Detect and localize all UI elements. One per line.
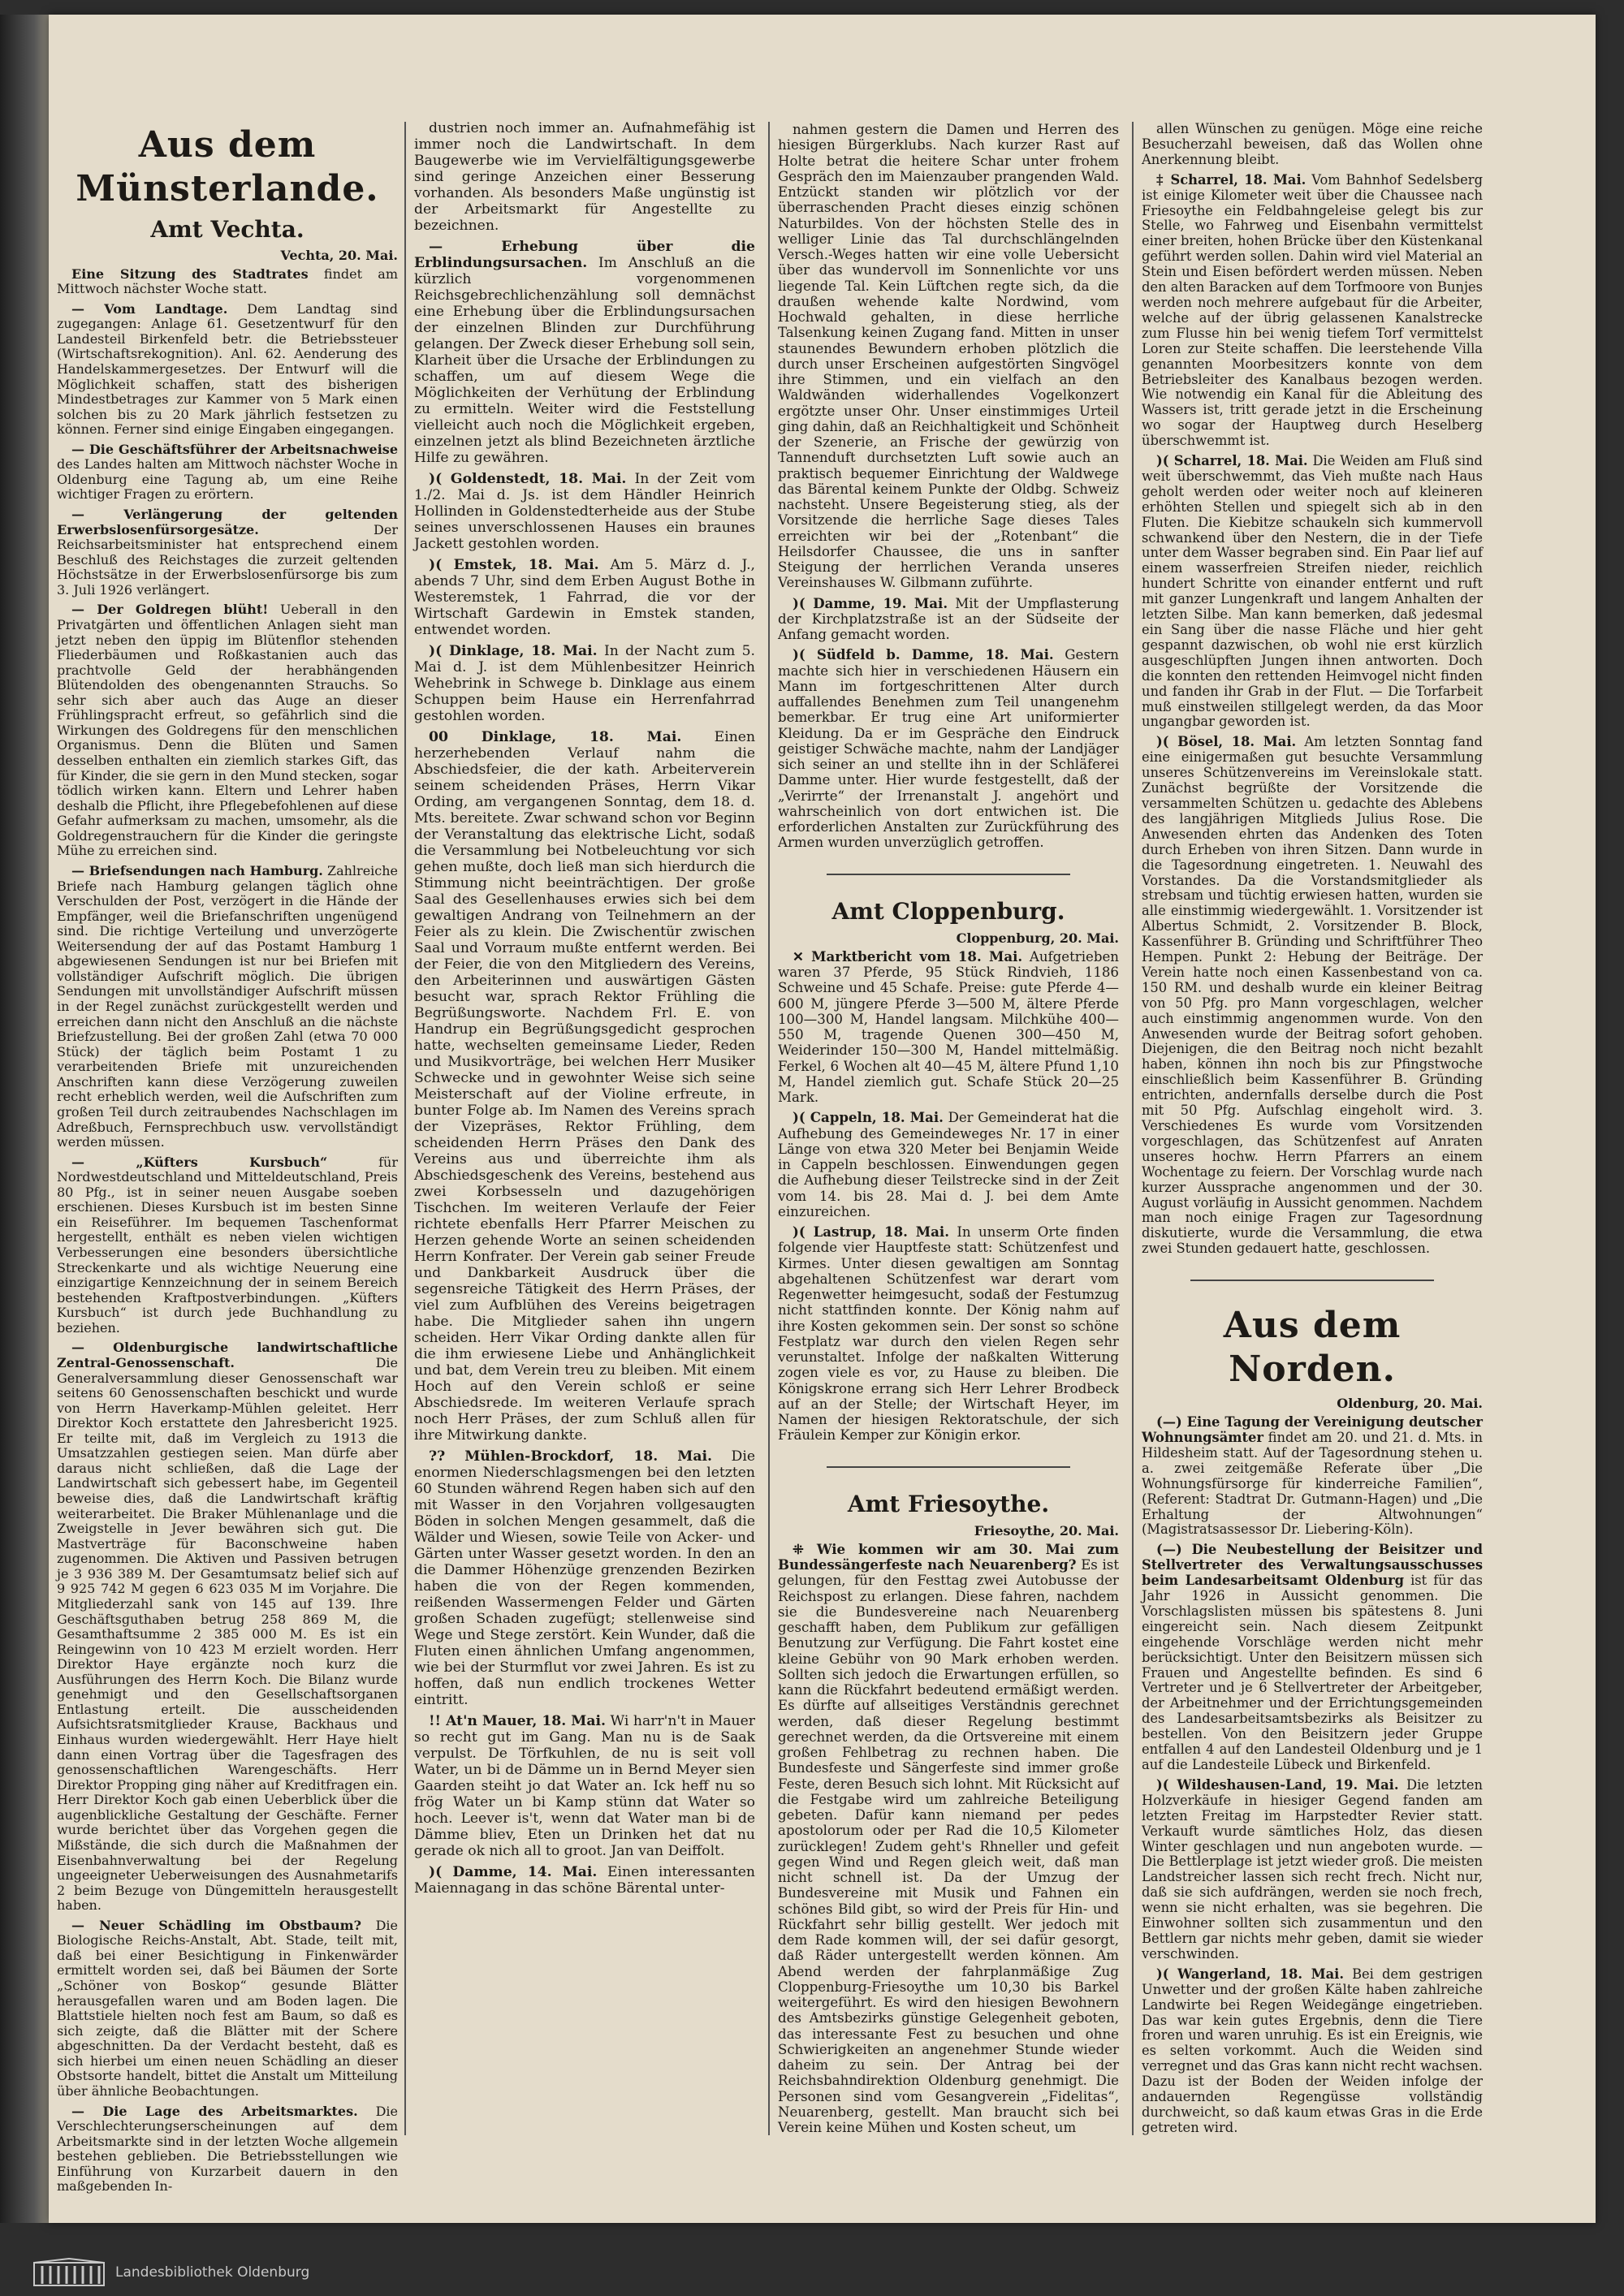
article-lead: Eine Sitzung des Stadtrates: [71, 265, 309, 282]
article-lead: — Verlängerung der geltenden Erwerbslosenfürsorgesätze.: [57, 507, 398, 537]
article-lead: )( Bösel, 18. Mai.: [1156, 734, 1297, 750]
footer-bar: [0, 2249, 1624, 2296]
article-list: [414, 120, 755, 1897]
section-rule: [827, 1466, 1070, 1468]
article-lead: — Die Lage des Arbeitsmarktes.: [71, 2103, 358, 2119]
column-divider: [404, 122, 406, 2135]
article-paragraph: [414, 1713, 755, 1859]
article-text: Dem Landtag sind zugegangen: Anlage 61. Gesetzentwurf für den Landesteil Birkenfeld betr. die Betriebssteuer (Wirtschaftsrekognition). Anl. 62. Aenderung des Handelskammergesetzes. Der Entwurf will die Möglichkeit schaffen, statt des bisherigen Mindestbetrages zur Kammer von 5 Mark einen solchen bis zu 20 Mark jährlich festsetzen zu können. Ferner sind einige Eingaben eingegangen.: [57, 300, 399, 438]
article-paragraph: [57, 1918, 398, 2100]
article-lead: ⁜ Wie kommen wir am 30. Mai zum Bundessängerfeste nach Neuarenberg?: [778, 1540, 1119, 1573]
article-lead: )( Wangerland, 18. Mai.: [1156, 1966, 1345, 1982]
article-text: In unserm Orte finden folgende vier Hauptfeste statt: Schützenfest und Kirmes. Unter diesen gewaltigen am Sonntag abgehaltenen Schützenfest war derart vom Regenwetter heimgesucht, sodaß der Festumzug nicht stattfinden konnte. Der König nahm auf ihre Kosten gekommen sein. Der sonst so schöne Festplatz war durch den vielen Regen sehr verunstaltet. Infolge der naßkalten Witterung zogen viele es vor, zu Hause zu bleiben. Die Königskrone errang sich Herr Lehrer Brodbeck auf an der Stelle; der Wirtschaft Heyer, im Namen der hiesigen Rektoratschule, der sich Fräulein Kemper zur Königin erkor.: [778, 1224, 1120, 1444]
section-rule: [1190, 1280, 1434, 1281]
article-text: Die Verschlechterungserscheinungen auf dem Arbeitsmarkte sind in der letzten Woche allgemein bestehen geblieben. Die Betriebsstellungen wie Einführung von Kurzarbeit dauern in den maßgebenden In-: [57, 2103, 398, 2195]
column-4: [1142, 122, 1483, 2141]
article-lead: )( Emstek, 18. Mai.: [429, 557, 599, 573]
article-paragraph: [57, 442, 398, 503]
article-text: Gestern machte sich hier in verschiedenen Häusern ein Mann im fortgeschrittenen Alter durch auffallendes Benehmen zum Teil unangenehm bemerkbar. Er trug eine Art uniformierter Kleidung. Da er im Gespräche den Eindruck geistiger Schwäche machte, nahm der Landjäger sich seiner an und stellte ihn in der Schläferei Damme unter. Hier wurde festgestellt, daß der „Verirrte“ der Irrenanstalt J. angehört und wahrscheinlich von dort entwichen ist. Die erforderlichen Anstalten zur Zurückführung des Armen wurden unverzüglich getroffen.: [778, 647, 1119, 851]
book-gutter: [0, 15, 49, 2223]
article-paragraph: [1142, 1778, 1483, 1962]
article-lead: )( Lastrup, 18. Mai.: [793, 1224, 949, 1240]
article-paragraph: [778, 1224, 1119, 1444]
article-text: Der Gemeinderat hat die Aufhebung des Gemeindeweges Nr. 17 in einer Länge von etwa 320 Meter bei Benjamin Weide in Cappeln beschlossen. Einwendungen gegen die Aufhebung dieser Teilstrecke sind in der Zeit vom 14. bis 28. Mai d. J. bei dem Amte einzureichen.: [778, 1110, 1119, 1219]
dateline: Oldenburg, 20. Mai.: [1337, 1396, 1483, 1412]
article-paragraph: [57, 864, 398, 1150]
article-paragraph: [57, 267, 398, 297]
article-paragraph: [414, 729, 755, 1444]
column-divider: [768, 122, 770, 2135]
article-lead: (—) Eine Tagung der Vereinigung deutscher Wohnungsämter: [1142, 1414, 1483, 1445]
article-text: findet am 20. und 21. d. Mts. in Hildesheim statt. Auf der Tagesordnung stehen u. a. zwei zeitgemäße Referate über „Die Wohnungsfürsorge für kinderreiche Familien“, (Referent: Stadtrat Dr. Gutmann-Hagen) und „Die Erhaltung der Altwohnungen“ (Magistratsassessor Dr. Liebering-Köln).: [1142, 1429, 1483, 1538]
article-paragraph: [1142, 454, 1483, 730]
article-text: Es ist gelungen, für den Festtag zwei Autobusse der Reichspost zu erlangen. Diese fahren, nachdem sie die Bundesvereine nach Neuarenberg geschafft haben, dem Publikum zur gefälligen Benutzung zur Verfügung. Die Fahrt kostet eine kleine Gebühr von 90 Mark erhoben werden. Sollten sich jedoch die Erwartungen erfüllen, so kann die Rückfahrt bedeutend ermäßigt werden. Es dürfte auf allseitiges Verständnis gerechnet werden, daß dieser Regelung bestimmt gerechnet werden, da die Ortsvereine mit einem großen Fehlbetrag zu rechnen haben. Die Bundesfeste und Sängerfeste sind immer große Feste, deren Besuch sich lohnt. Mit Rücksicht auf die Festgabe wird um zahlreiche Beteiligung gebeten. Dafür kann niemand per pedes apostolorum oder per Rad die 10,5 Kilometer zurücklegen! Zudem geht's Rhneller und gefeit gegen Wind und Regen gleich weit, daß man nicht schnell ist. Da der Umzug der Bundesvereine mit Musik und Fahnen ein schönes Bild gibt, so wird der Preis für Hin- und Rückfahrt sehr billig gestellt. Wer jedoch mit dem Rade kommen will, der sei dafür gesorgt, daß Räder untergestellt werden können. Am Abend werden der fahrplanmäßige Zug Cloppenburg-Friesoythe um 10,30 bis Barkel weitergeführt. Es wird den hiesigen Bewohnern des Amtsbezirks günstige Gelegenheit geboten, das interessante Fest zu besuchen und ohne Schwierigkeiten an angenehmer Stunde wieder daheim zu sein. Der Antrag bei der Reichsbahndirektion Oldenburg genehmigt. Die Personen sind vom Gesangverein „Fidelitas“, Neuarenberg, gestellt. Man braucht sich bei Verein keine Mühen und Kosten scheut, um: [778, 1557, 1119, 2135]
column-divider: [1132, 122, 1134, 2135]
article-paragraph: [414, 239, 755, 466]
article-text: Einen herzerhebenden Verlauf nahm die Abschiedsfeier, die der kath. Arbeiterverein seinem scheidenden Präses, Herrn Vikar Ording, am vergangenen Sonntag, dem 18. d. Mts. bereitete. Zwar schwand schon vor Beginn der Veranstaltung das elektrische Licht, sodaß die Versammlung bei Notbeleuchtung vor sich gehen mußte, doch ließ man sich hierdurch die Stimmung nicht beeinträchtigen. Der große Saal des Gesellenhauses erwies sich bei dem gewaltigen Andrang von Teilnehmern an der Feier als zu klein. Die Zwischentür zwischen Saal und Vorraum mußte entfernt werden. Bei der Feier, die von den Mitgliedern des Vereins, den Arbeiterinnen und auswärtigen Gästen besucht war, sprach Rektor Frühling die Begrüßungsworte. Nachdem Frl. E. von Handrup ein Begrüßungsgedicht gesprochen hatte, wechselten gemeinsame Lieder, Reden und Musikvorträge, bei welchen Herr Musiker Schwecke und in gewohnter Weise sich seine Meisterschaft auf der Violine erfreute, in bunter Folge ab. Im Namen des Vereins sprach der Vizepräses, Rektor Frühling, dem scheidenden Herrn Präses den Dank des Vereins aus und überreichte ihm als Abschiedsgeschenk des Vereins, bestehend aus zwei Korbsesseln und dazugehörigen Tischchen. Im weiteren Verlaufe der Feier richtete ebenfalls Herr Pfarrer Meischen zu Herzen gehende Worte an seinen scheidenden Herrn Konfrater. Der Verein gab seiner Freude und Dankbarkeit Ausdruck über die segensreiche Tätigkeit des Herrn Präses, der viel zum Aufblühen des Vereins beigetragen habe. Die Mitglieder sahen ihn ungern scheiden. Herr Vikar Ording dankte allen für die ihm erwiesene Liebe und Anhänglichkeit und bat, dem Verein treu zu bleiben. Mit einem Hoch auf den Verein schloß er seine Abschiedsrede. Im weiteren Verlaufe sprach noch Herr Präses, der zum Schluß allen für ihre Mitwirkung dankte.: [414, 729, 756, 1444]
article-list: [778, 122, 1119, 2135]
article-paragraph: [1142, 735, 1483, 1257]
article-text: Vom Bahnhof Sedelsberg ist einige Kilometer weit über die Chaussee nach Friesoythe ein Feldbahngeleise gelegt bis zur Stelle, wo Fahrweg und Eisenbahn vermittelst einer breiten, hohen Brücke über den Küstenkanal geführt werden sollen. Dahin wird viel Material an Stein und Eisen befördert werden müssen. Neben den alten Baracken auf dem Torfmoore von Bunjes werden noch mehrere aufgebaut für die Arbeiter, welche auf der übrig gelassenen Kanalstrecke zum Flusse hin bei wenig tiefem Torf vermittelst Loren zur Steite schaffen. Die leerstehende Villa genannten Moorbesitzers konnte von dem Betriebsleiter des Kanalbaus bezogen werden. Wie notwendig ein Kanal für die Ableitung des Wassers ist, tritt gerade jetzt in die Erscheinung wo sogar der Hauptweg durch Heselberg überschwemmt ist.: [1142, 171, 1483, 449]
article-text: Bei dem gestrigen Unwetter und der großen Kälte haben zahlreiche Landwirte bei Regen Weidegänge eingetrieben. Das war kein gutes Ergebnis, denn die Tiere froren und waren unruhig. Es ist ein Ereignis, wie es selten vorkommt. Auch die Weiden sind verregnet und das Gras kann nicht recht wachsen. Dazu ist der Boden der Weiden infolge der andauernden Regengüsse vollständig durchweicht, so daß kaum etwas Gras in die Erde getreten wird.: [1142, 1966, 1483, 2135]
column-2: [414, 120, 755, 1901]
section-heading: Aus dem Norden.: [1223, 1305, 1402, 1391]
article-lead: — Briefsendungen nach Hamburg.: [71, 862, 323, 878]
article-paragraph: [414, 471, 755, 552]
article-lead: )( Damme, 14. Mai.: [429, 1864, 598, 1880]
article-list: [1142, 122, 1483, 2136]
article-text: Die Biologische Reichs-Anstalt, Abt. Stade, teilt mit, daß bei einer Besichtigung in Finkenwärder ermittelt worden sei, daß bei Bäumen der Sorte „Schöner von Boskop“ gesunde Blätter herausgefallen waren und am Boden lagen. Die Blattstiele hielten noch fest am Baum, so daß es sich zeigte, daß die Blätter mit der Schere abgeschnitten. Da der Verdacht besteht, daß es sich hierbei um einen neuen Schädling an dieser Obstsorte handelt, bittet die Anstalt um Mitteilung über ähnliche Beobachtungen.: [57, 1917, 398, 2099]
section-rule: [827, 874, 1070, 875]
article-paragraph: [1142, 1543, 1483, 1773]
article-paragraph: [57, 1340, 398, 1913]
article-text: Aufgetrieben waren 37 Pferde, 95 Stück Rindvieh, 1186 Schweine und 45 Schafe. Preise: gute Pferde 4—600 M, jüngere Pferde 3—500 M, ältere Pferde 100—300 M, Handel langsam. Milchkühe 400—550 M, tragende Quenen 300—450 M, Weiderinder 150—300 M, Handel mittelmäßig. Ferkel, 6 Wochen alt 40—45 M, ältere Pfund 1,10 M, Handel ziemlich gut. Schafe Stück 20—25 Mark.: [778, 948, 1119, 1105]
article-list: [57, 267, 398, 2195]
article-text: Am 5. März d. J., abends 7 Uhr, sind dem Erben August Bothe in Westeremstek, 1 Fahrrad, die vor der Wirtschaft Gardewin in Emstek standen, entwendet worden.: [414, 557, 755, 638]
article-lead: — Der Goldregen blüht!: [71, 602, 269, 618]
article-paragraph: [778, 1110, 1119, 1219]
article-text: Wi harr'n't in Mauer so recht gut im Gang. Man nu is de Saak verpulst. De Törfkuhlen, de nu is seit voll Water, un bi de Dämme un in Bernd Meyer sien Gaarden steiht jo dat Water an. Ick heff nu so frög Water un bi Kamp stünn dat Water so hoch. Leever is't, wenn dat Water man bi de Dämme bliev, Eten un Drinken het dat nu gerade ok nich all to groot. Jan van Deiffolt.: [414, 1713, 756, 1859]
section-heading: Amt Friesoythe.: [847, 1490, 1050, 1517]
article-text: findet am Mittwoch nächster Woche statt.: [57, 265, 399, 297]
article-lead: )( Dinklage, 18. Mai.: [429, 643, 598, 659]
article-lead: — Die Geschäftsführer der Arbeitsnachweise: [71, 441, 398, 457]
article-text: Ueberall in den Privatgärten und öffentlichen Anlagen sieht man jetzt neben den üppig im Blütenflor stehenden Fliederbäumen und Roßkastanien auch das prachtvolle Geld der herabhängenden Blütendolden des obengenannten Strauchs. So sehr sich aber auch das Auge an dieser Frühlingspracht erfreut, so gefährlich sind die Wirkungen des Goldregens für den menschlichen Organismus. Denn die Blüten und Samen desselben enthalten ein ziemlich starkes Gift, das für Kinder, die sie gern in den Mund stecken, sogar tödlich wirken kann. Eltern und Lehrer haben deshalb die Pflicht, ihre Pflegebefohlenen auf diese Gefahr aufmerksam zu machen, umsomehr, als die Goldregenstrauchern für die Kinder die geringste Mühe zu erreichen sind.: [57, 602, 398, 859]
section-heading: Aus dem Münsterlande.: [76, 124, 379, 209]
article-lead: ?? Mühlen-Brockdorf, 18. Mai.: [429, 1448, 712, 1465]
article-lead: )( Wildeshausen-Land, 19. Mai.: [1156, 1776, 1399, 1793]
article-paragraph: [57, 507, 398, 598]
article-lead: 00 Dinklage, 18. Mai.: [429, 729, 682, 745]
article-text: Der Reichsarbeitsminister hat entsprechend einem Beschluß des Reichstages die zurzeit geltenden Höchstsätze in der Erwerbslosenfürsorge bis zum 3. Juli 1926 verlängert.: [57, 521, 398, 598]
column-1: [57, 120, 398, 2199]
article-text: Im Anschluß an die kürzlich vorgenommenen Reichsgebrechlichenzählung soll demnächst eine Erhebung über die Erblindungsursachen der einzelnen Blinden zur Durchführung gelangen. Der Zweck dieser Erhebung soll sein, Klarheit über die Ursache der Erblindungen zu schaffen, um auf diesem Wege die Möglichkeiten der Verhütung der Erblindung zu ermitteln. Weiter wird die Feststellung vielleicht auch noch die Möglichkeit ergeben, einzelnen jetzt als blind Bezeichneten ärztliche Hilfe zu gewähren.: [414, 255, 755, 466]
article-text: Die letzten Holzverkäufe in hiesiger Gegend fanden am letzten Freitag im Harpstedter Revier statt. Verkauft wurde sämtliches Holz, das diesen Winter geschlagen und nun angeboten wurde. — Die Bettlerplage ist jetzt wieder groß. Die meisten Landstreicher lassen sich recht frech. Nicht nur, daß sie sich aufdrängen, werden sie noch frech, wenn sie nicht erhalten, was sie begehren. Die Einwohner sollten sich zusammentun und den Bettlern gar nichts mehr geben, damit sie wieder verschwinden.: [1142, 1776, 1484, 1962]
section-heading: Amt Cloppenburg.: [831, 897, 1065, 925]
article-lead: ‡ Scharrel, 18. Mai.: [1156, 171, 1307, 188]
article-text: In der Zeit vom 1./2. Mai d. Js. ist dem Händler Heinrich Hollinden in Goldenstedterheide aus der Stube seines unverschlossenen Hauses ein braunes Jackett gestohlen worden.: [414, 471, 756, 552]
article-paragraph: [57, 302, 398, 438]
article-text: des Landes halten am Mittwoch nächster Woche in Oldenburg eine Tagung ab, um eine Reihe wichtiger Fragen zu erörtern.: [57, 456, 398, 503]
article-text: Einen interessanten Maiennagang in das schöne Bärental unter-: [414, 1864, 755, 1897]
article-lead: — Erhebung über die Erblindungsursachen.: [414, 239, 755, 271]
article-lead: )( Damme, 19. Mai.: [793, 594, 948, 611]
subsection-heading: Amt Vechta.: [150, 216, 304, 243]
article-paragraph: [778, 1542, 1119, 2136]
article-paragraph: [1142, 1415, 1483, 1538]
article-paragraph: [1142, 1967, 1483, 2136]
article-paragraph: [414, 120, 755, 234]
column-3: [778, 122, 1119, 2140]
article-lead: !! At'n Mauer, 18. Mai.: [429, 1713, 606, 1729]
article-paragraph: [57, 1155, 398, 1336]
article-lead: (—) Die Neubestellung der Beisitzer und Stellvertreter des Verwaltungsausschusses beim Landesarbeitsamt Oldenburg: [1142, 1542, 1483, 1589]
article-text: Die Weiden am Fluß sind weit überschwemmt, das Vieh mußte nach Haus geholt werden oder weiter noch auf kleineren erhöhten Stellen und spiegelt sich ab in den Fluten. Die Kiebitze schaukeln sich kummervoll schwankend über den Nestern, die in der Tiefe unter dem Wasser begraben sind. Ein Paar lief auf einem wasserfreien Streifen nieder, reichlich hundert Schritte von einander entfernt und ruft mit ganzer Lungenkraft und langem Anhalten der letzten Silbe. Man kann bemerken, daß jedesmal ein Sang über die nasse Fläche und hier geht gespannt dazwischen, ob wohl nie erst kürzlich ausgeschlüpften Jungen ihnen antworten. Doch die konnten den rettenden Heimvogel nicht finden und fanden ihr Grab in der Flut. — Die Torfarbeit muß einstweilen stillgelegt werden, da das Moor ungangbar geworden ist.: [1142, 453, 1483, 730]
article-paragraph: [778, 647, 1119, 850]
article-text: ist für das Jahr 1926 in Aussicht genommen. Die Vorschlagslisten müssen bis spätestens 8. Juni eingereicht sein. Nach diesem Zeitpunkt eingehende Vorschläge werden nicht mehr berücksichtigt. Unter den Beisitzern müssen sich Frauen und Angestellte befinden. Es sind 6 Vertreter und je 6 Stellvertreter der Arbeitgeber, der Arbeitnehmer und der Errichtungsgemeinden des Landesarbeitsamtsbezirks als Beisitzer zu bestellen. Von den Beisitzern jeder Gruppe entfallen 4 auf den Landesteil Oldenburg und je 1 auf die Landesteile Lübeck und Birkenfeld.: [1142, 1573, 1483, 1772]
article-text: für Nordwestdeutschland und Mitteldeutschland, Preis 80 Pfg., ist in seiner neuen Ausgabe soeben erschienen. Dieses Kursbuch ist im besten Sinne ein Reiseführer. Im bequemen Taschenformat hergestellt, enthält es neben vielen wichtigen Verbesserungen eine besonders übersichtliche Streckenkarte und als wichtige Neuerung eine einzigartige Kennzeichnung der in seinem Bereich bestehenden Kraftpostverbindungen. „Küfters Kursbuch“ ist durch jede Buchhandlung zu beziehen.: [57, 1154, 398, 1336]
article-lead: — „Küfters Kursbuch“: [71, 1154, 328, 1170]
library-building-icon: [32, 2258, 106, 2287]
article-paragraph: [778, 949, 1119, 1106]
article-paragraph: [414, 643, 755, 724]
article-text: dustrien noch immer an. Aufnahmefähig ist immer noch die Landwirtschaft. In dem Baugewerbe wie im Vervielfältigungsgewerbe sind geringe Anzeichen einer Besserung vorhanden. Als besonders Maße ungünstig ist der Arbeitsmarkt für Angestellte zu bezeichnen.: [414, 120, 755, 234]
article-text: nahmen gestern die Damen und Herren des hiesigen Bürgerklubs. Nach kurzer Rast auf Holte betrat die heitere Schar unter frohem Gespräch den im Maienzauber prangenden Wald. Entzückt standen wir plötzlich vor der überraschenden Pracht dieses einzig schönen Naturbildes. Von der höchsten Stelle des in welliger Linie das Tal durchschlängelnden Versch.-Weges hatten wir eine volle Uebersicht über das wundervoll im Sonnenlichte vor uns liegende Tal. Kein Lüftchen regte sich, da die draußen wehende kalte Nordwind, vom Hochwald gehalten, in diese herrliche Talsenkung keinen Zugang fand. Mitten in unser staunendes Bewundern erhoben plötzlich die durch unser Erscheinen aufgestörten Singvögel ihre Stimmen, und ein vielfach an den Waldwänden widerhallendes Vogelkonzert ergötzte unser Ohr. Unser einstimmiges Urteil ging dahin, daß an Reichhaltigkeit und Schönheit der Szenerie, an Frische der gewürzig von Tannenduft durchsetzten Luft sowie auch an praktisch bequemer Einrichtung der Waldwege das Bärental keinem Punkte der Oldbg. Schweiz nachsteht. Unsere Begeisterung stieg, als der Vorsitzende die herrliche Sage dieses Tales erreichten wir bei der „Rotenbant“ die Heilsdorfer Chaussee, die uns in sanfter Steigung der herrlichen Veranda unseres Vereinshauses W. Gilbmann zuführte.: [778, 122, 1119, 591]
article-text: Am letzten Sonntag fand eine einigermaßen gut besuchte Versammlung unseres Schützenvereins im Vereinslokale statt. Zunächst begrüßte der Vorsitzende die versammelten Schützen u. gedachte des Ablebens des langjährigen Mitglieds Julius Rose. Die Anwesenden ehrten das Andenken des Toten durch Erheben von ihren Sitzen. Dann wurde in die Tagesordnung eingetreten. 1. Neuwahl des Vorstandes. Da die Vorstandsmitglieder als strebsam und tüchtig erwiesen hatten, wurden sie alle einstimmig wiedergewählt. 1. Vorsitzender ist Albertus Schmidt, 2. Vorsitzender B. Block, Kassenführer B. Gründing und Schriftführer Theo Hempen. Punkt 2: Hebung der Beiträge. Der Verein hatte noch einen Kassenbestand von ca. 150 RM. und deshalb wurde ein kleiner Beitrag von 50 Pfg. pro Mann vorgeschlagen, welcher auch einstimmig angenommen wurde. Von den Anwesenden wurde der Beitrag sofort gehoben. Diejenigen, die den Beitrag noch nicht bezahlt haben, können ihn noch bis zur Pfingstwoche einschließlich beim Kassenführer B. Gründing entrichten, andernfalls derselbe durch die Post mit 50 Pfg. Aufschlag eingeholt wird. 3. Verschiedenes Es wurde vom Vorsitzenden vorgeschlagen, das Schützenfest auf Anraten unseres hochw. Herrn Pfarrers an einem Wochentage zu feiern. Der Vorschlag wurde nach kurzer Aussprache angenommen und der 30. August vorläufig in Aussicht genommen. Nachdem man noch einige Fragen zur Tagesordnung diskutierte, wurde die Versammlung, die etwa zwei Stunden gedauert hatte, geschlossen.: [1142, 734, 1483, 1257]
article-lead: )( Cappeln, 18. Mai.: [793, 1109, 944, 1126]
dateline: Vechta, 20. Mai.: [280, 248, 398, 263]
article-lead: )( Scharrel, 18. Mai.: [1156, 453, 1308, 469]
article-lead: — Neuer Schädling im Obstbaum?: [71, 1917, 361, 1933]
article-paragraph: [57, 602, 398, 859]
article-lead: )( Goldenstedt, 18. Mai.: [429, 471, 627, 487]
article-text: Die Generalversammlung dieser Genossenschaft war seitens 60 Genossenschaften beschickt und wurde von Herrn Haverkamp-Mühlen geleitet. Herr Direktor Koch erstattete den Jahresbericht 1925. Er teilte mit, daß im Vergleich zu 1913 die Umsatzzahlen gestiegen seien. Man dürfe aber daraus nicht schließen, daß die Lage der Landwirtschaft sich gebessert habe, im Gegenteil beweise dies, daß die Landwirtschaft kräftig weiterarbeitet. Die Braker Mühlenanlage und die Zweigstelle in Jever bewähren sich gut. Die Mastverträge für Baconschweine haben zugenommen. Die Aktiven und Passiven betrugen je 3 936 389 M. Der Gesamtumsatz belief sich auf 9 925 742 M gegen 6 623 035 M im Vorjahre. Die Mitgliederzahl sank von 145 auf 139. Ihre Geschäftsguthaben betrug 258 869 M, die Gesamthaftsumme 2 385 000 M. Es ist ein Reingewinn von 10 423 M erzielt worden. Herr Direktor Haye ergänzte noch kurz die Ausführungen des Herrn Koch. Die Bilanz wurde genehmigt und den Gesellschaftsorganen Entlastung erteilt. Die ausscheidenden Aufsichtsratsmitglieder Krause, Backhaus und Einhaus wurden wiedergewählt. Herr Haye hielt dann einen Vortrag über die Tagesfragen des genossenschaftlichen Warengeschäfts. Herr Direktor Propping ging näher auf Kreditfragen ein. Herr Direktor Koch gab einen Ueberblick über die augenblickliche Gestaltung der Geschäfte. Ferner wurde berichtet über das Vorgehen gegen die Mißstände, die sich durch die Maßnahmen der Eisenbahnverwaltung bei der Regelung ungeeigneter Ueberweisungen des Ausnahmetarifs 2 beim Bezuge von Düngemitteln herausgestellt haben.: [57, 1354, 398, 1914]
article-text: In der Nacht zum 5. Mai d. J. ist dem Mühlenbesitzer Heinrich Wehebrink in Schwege b. Dinklage aus einem Schuppen beim Hause ein Herrenfahrrad gestohlen worden.: [414, 643, 756, 724]
article-paragraph: [1142, 173, 1483, 449]
footer-library-name: Landesbibliothek Oldenburg: [115, 2264, 310, 2281]
article-lead: — Oldenburgische landwirtschaftliche Zentral-Genossenschaft.: [57, 1340, 398, 1370]
article-lead: — Vom Landtage.: [71, 300, 228, 317]
article-paragraph: [57, 2104, 398, 2195]
article-paragraph: [414, 1864, 755, 1897]
dateline: Cloppenburg, 20. Mai.: [956, 930, 1119, 946]
article-paragraph: [414, 1448, 755, 1708]
article-paragraph: [1142, 122, 1483, 168]
article-lead: )( Südfeld b. Damme, 18. Mai.: [793, 646, 1054, 663]
article-text: allen Wünschen zu genügen. Möge eine reiche Besucherzahl beweisen, daß das Wollen ohne Anerkennung bleibt.: [1142, 121, 1483, 167]
article-lead: ✕ Marktbericht vom 18. Mai.: [793, 947, 1023, 965]
article-text: Mit der Umpflasterung der Kirchplatzstraße ist an der Südseite der Anfang gemacht worden.: [778, 595, 1119, 642]
dateline: Friesoythe, 20. Mai.: [974, 1522, 1119, 1539]
article-paragraph: [778, 122, 1119, 591]
article-paragraph: [778, 596, 1119, 643]
article-paragraph: [414, 557, 755, 638]
article-text: Zahlreiche Briefe nach Hamburg gelangen täglich ohne Verschulden der Post, verzögert in die Hände der Empfänger, weil die Briefanschriften ungenügend sind. Die richtige Verteilung und unverzögerte Weitersendung der auf das Postamt Hamburg 1 abgewiesenen Sendungen ist nur bei Briefen mit vollständiger Aufschrift möglich. Die übrigen Sendungen mit unvollständiger Aufschrift müssen in der Regel zunächst zurückgestellt werden und erreichen dann nicht den Anschluß an die nächste Briefzustellung. Bei der großen Zahl (etwa 70 000 Stück) der täglich beim Postamt 1 zu verarbeitenden Briefe mit unzureichenden Anschriften kann diese Verzögerung zuweilen recht erheblich werden, weil die Aufschriften zum großen Teil durch zeitraubendes Nachschlagen im Adreßbuch, Fernsprechbuch usw. vervollständigt werden müssen.: [57, 862, 399, 1150]
article-text: Die enormen Niederschlagsmengen bei den letzten 60 Stunden während Regen haben sich auf den mit Wasser in den Vorjahren vollgesaugten Böden in solchen Mengen gesammelt, daß die Wälder und Wiesen, sowie Teile von Acker- und Gärten unter Wasser gesetzt worden. In den an die Dammer Höhenzüge grenzenden Bezirken haben die von der Regen kommenden, reißenden Wassermengen Felder und Gärten großen Schaden zugefügt; stellenweise sind Wege und Stege zerstört. Kein Wunder, daß die Fluten einen ähnlichen Umfang angenommen, wie bei der Sturmflut vor zwei Jahren. Es ist zu hoffen, daß nun endlich trockenes Wetter eintritt.: [414, 1448, 755, 1708]
